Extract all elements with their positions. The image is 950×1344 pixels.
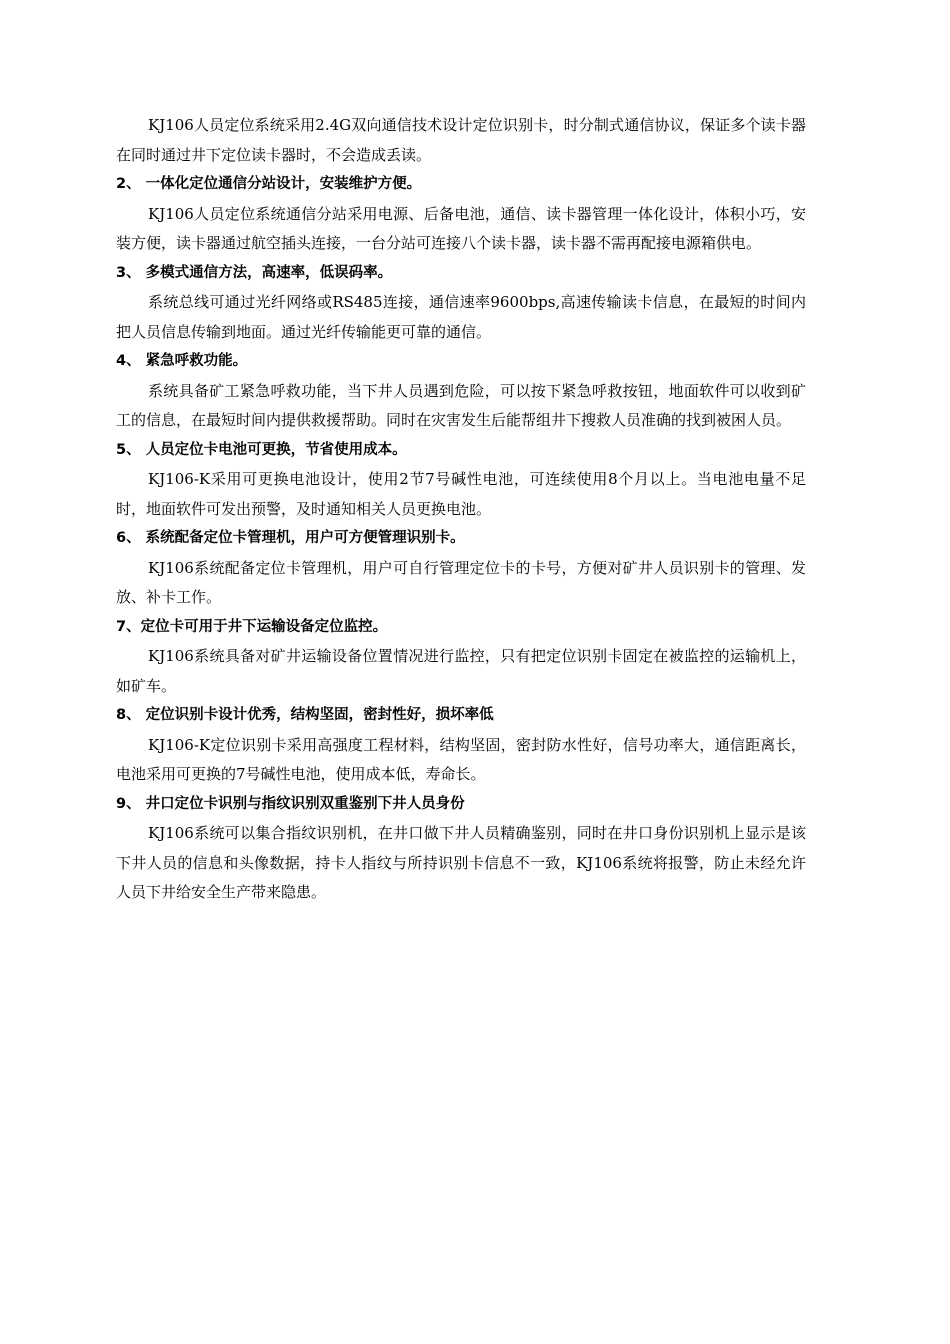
section-body-8: KJ106-K定位识别卡采用高强度工程材料，结构坚固，密封防水性好，信号功率大，通信距离长，电池采用可更换的7号碱性电池，使用成本低，寿命长。 (116, 735, 806, 783)
section-body-5: KJ106-K采用可更换电池设计，使用2节7号碱性电池，可连续使用8个月以上。当电池电量不足时，地面软件可发出预警，及时通知相关人员更换电池。 (116, 470, 806, 518)
section-heading-8: 8、 定位识别卡设计优秀，结构坚固，密封性好，损坏率低 (116, 707, 494, 723)
section-body-4: 系统具备矿工紧急呼救功能，当下井人员遇到危险，可以按下紧急呼救按钮，地面软件可以收到矿工的信息，在最短时间内提供救援帮助。同时在灾害发生后能帮组井下搜救人员准确的找到被困人员。 (116, 381, 806, 429)
section-heading-5: 5、 人员定位卡电池可更换，节省使用成本。 (116, 441, 407, 458)
section-heading-3: 3、 多模式通信方法，高速率，低误码率。 (116, 264, 393, 281)
section-heading-2: 2、 一体化定位通信分站设计，安装维护方便。 (116, 176, 422, 192)
section-heading-9: 9、 井口定位卡识别与指纹识别双重鉴别下井人员身份 (116, 795, 465, 812)
section-heading-7: 7、定位卡可用于井下运输设备定位监控。 (116, 618, 388, 635)
section-body-7: KJ106系统具备对矿井运输设备位置情况进行监控，只有把定位识别卡固定在被监控的运输机上，如矿车。 (116, 647, 806, 695)
section-body-6: KJ106系统配备定位卡管理机，用户可自行管理定位卡的卡号，方便对矿井人员识别卡的管理、发放、补卡工作。 (116, 558, 806, 606)
intro-paragraph: KJ106人员定位系统采用2.4G双向通信技术设计定位识别卡，时分制式通信协议，保证多个读卡器在同时通过井下定位读卡器时，不会造成丢读。 (116, 116, 806, 164)
document-page (116, 111, 806, 908)
section-body-2: KJ106人员定位系统通信分站采用电源、后备电池，通信、读卡器管理一体化设计，体积小巧，安装方便，读卡器通过航空插头连接，一台分站可连接八个读卡器，读卡器不需再配接电源箱供电。 (116, 204, 806, 252)
section-body-3: 系统总线可通过光纤网络或RS485连接，通信速率9600bps,高速传输读卡信息，在最短的时间内把人员信息传输到地面。通过光纤传输能更可靠的通信。 (116, 293, 806, 341)
section-heading-4: 4、 紧急呼救功能。 (116, 353, 248, 369)
section-heading-6: 6、 系统配备定位卡管理机，用户可方便管理识别卡。 (116, 530, 465, 546)
section-body-9: KJ106系统可以集合指纹识别机，在井口做下井人员精确鉴别，同时在井口身份识别机上显示是该下井人员的信息和头像数据，持卡人指纹与所持识别卡信息不一致，KJ106系统将报警，防止未经允许人员下井给安全生产带来隐患。 (116, 824, 806, 901)
